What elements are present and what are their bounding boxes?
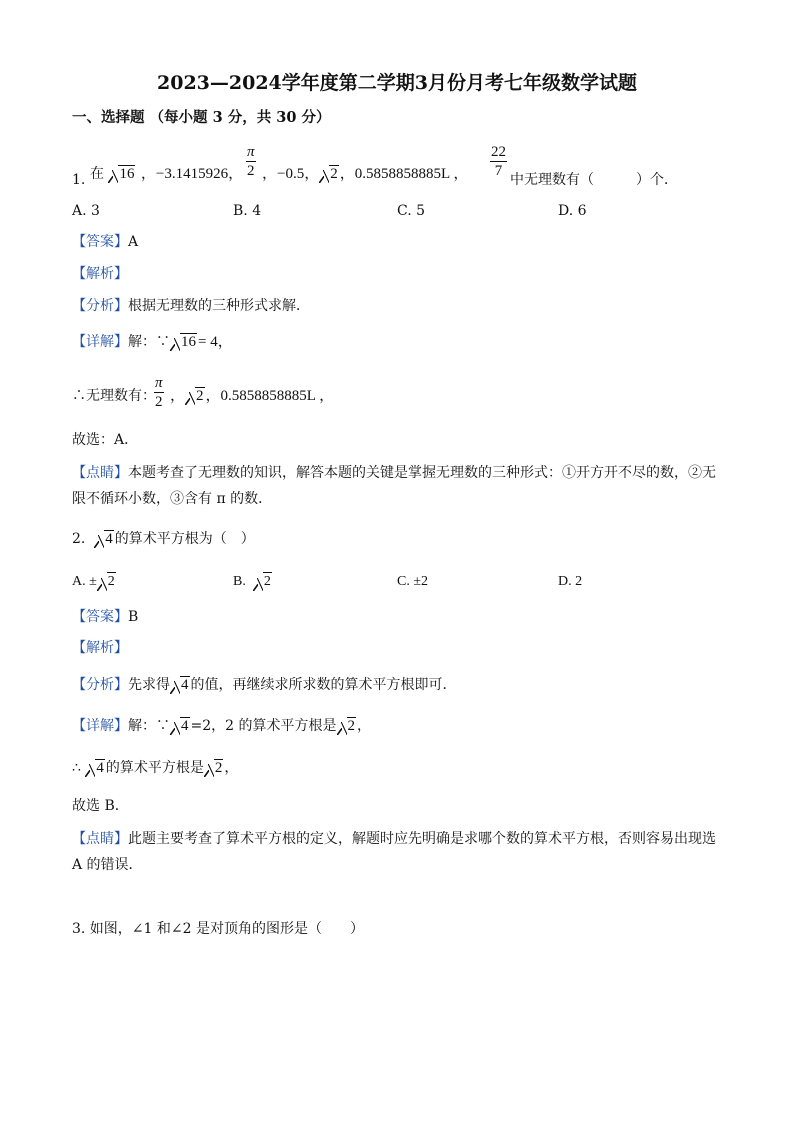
question-number: 1. [72, 172, 86, 188]
q1-number-repeating: 0.5858858885L [354, 166, 450, 182]
option-b: B. 4 [233, 203, 262, 219]
section-heading: 一、选择题 （每小题 3 分，共 30 分） [72, 109, 331, 126]
analysis-heading: 【解析】 [72, 266, 128, 282]
xiangjie-line: 【详解】解：∵ 16 = 4， [72, 334, 233, 350]
option-d: D. 2 [558, 574, 583, 589]
exam-page: 2023—2024学年度第二学期3月份月考七年级数学试题 一、选择题 （每小题 3 分，共 30 分） 1. 在 16 ，−3.1415926， $\frac{\pi}{2}$ ，−0.5， 2 ，0.5858858885L ， $\frac{22}{7}$ 中无理数有（ ）个． A. 3 B. 4 C. 5 D. 6 【答案】A 【解析】 【分析】根据无理数的三种形式求解． 【详解】解：∵ 16 = 4， ∴无理数有： $\frac{\pi}{2}$ ， 2 ，0.5858858885L ， 故选：A． 【点睛】本题考查了无理数的知识，解答本题的关键是掌握无理数的三种形式：①开方开不尽的数，②无限不循环小数，③含有 π 的数． 2. 4 的算术平方根为（ ） A. ± 2 B. 2 C. ±2 D. 2 【答案】B 【解析】 【分析】先求得 4 的值，再继续求所求数的算术平方根即可． 【详解】解：∵ 4 =2，2 的算术平方根是 2 ， ∴ 4 的算术平方根是 2 ， 故选 B． 【点睛】此题主要考查了算术平方根的定义，解题时应先明确是求哪个数的算术平方根，否则容易出现选 A 的错误． 3. 如图，∠1 和∠2 是对顶角的图形是（ ） [0, 0, 794, 1123]
fenxi-line: 【分析】根据无理数的三种形式求解． [72, 298, 310, 314]
fraction-22-over-7: $\frac{22}{7}$ [491, 144, 506, 179]
q1-number-neg-pi: −3.1415926 [155, 166, 229, 182]
option-a: A. 3 [72, 203, 100, 219]
sqrt-4: 4 [94, 529, 114, 549]
choose-line: 故选：A． [72, 432, 139, 448]
xiangjie-line: 【详解】解：∵ 4 =2，2 的算术平方根是 2 ， [72, 718, 371, 734]
fenxi-line: 【分析】先求得 4 的值，再继续求所求数的算术平方根即可． [72, 677, 457, 693]
q1-prefix: 在 [90, 166, 104, 182]
sqrt-2: 2 [319, 164, 339, 184]
sqrt-16: 16 [108, 164, 135, 184]
page-title: 2023—2024学年度第二学期3月份月考七年级数学试题 [157, 72, 637, 94]
choose-line: 故选 B． [72, 798, 129, 814]
dianjing-paragraph: 【点睛】本题考查了无理数的知识，解答本题的关键是掌握无理数的三种形式：①开方开不尽的数，②无限不循环小数，③含有 π 的数． [72, 465, 716, 507]
option-d: D. 6 [558, 203, 587, 219]
option-a: A. ± 2 [72, 572, 117, 592]
option-c: C. ±2 [397, 574, 429, 589]
question-2: 2. 4 的算术平方根为（ ） [72, 531, 255, 547]
option-b: B. 2 [233, 572, 273, 592]
analysis-heading: 【解析】 [72, 640, 128, 656]
option-c: C. 5 [397, 203, 426, 219]
q1-suffix: 中无理数有（ ）个． [510, 172, 678, 188]
question-3: 3. 如图，∠1 和∠2 是对顶角的图形是（ ） [72, 921, 364, 937]
q1-number-neg-half: −0.5 [277, 166, 305, 182]
fraction-pi-over-2: $\frac{\pi}{2}$ [247, 144, 255, 179]
answer-line: 【答案】A [72, 234, 139, 250]
conclusion-line: ∴ 4 的算术平方根是 2 ， [72, 760, 239, 776]
answer-line: 【答案】B [72, 609, 139, 625]
dianjing-paragraph: 【点睛】此题主要考查了算术平方根的定义，解题时应先明确是求哪个数的算术平方根，否则容易出现选 A 的错误． [72, 831, 716, 873]
